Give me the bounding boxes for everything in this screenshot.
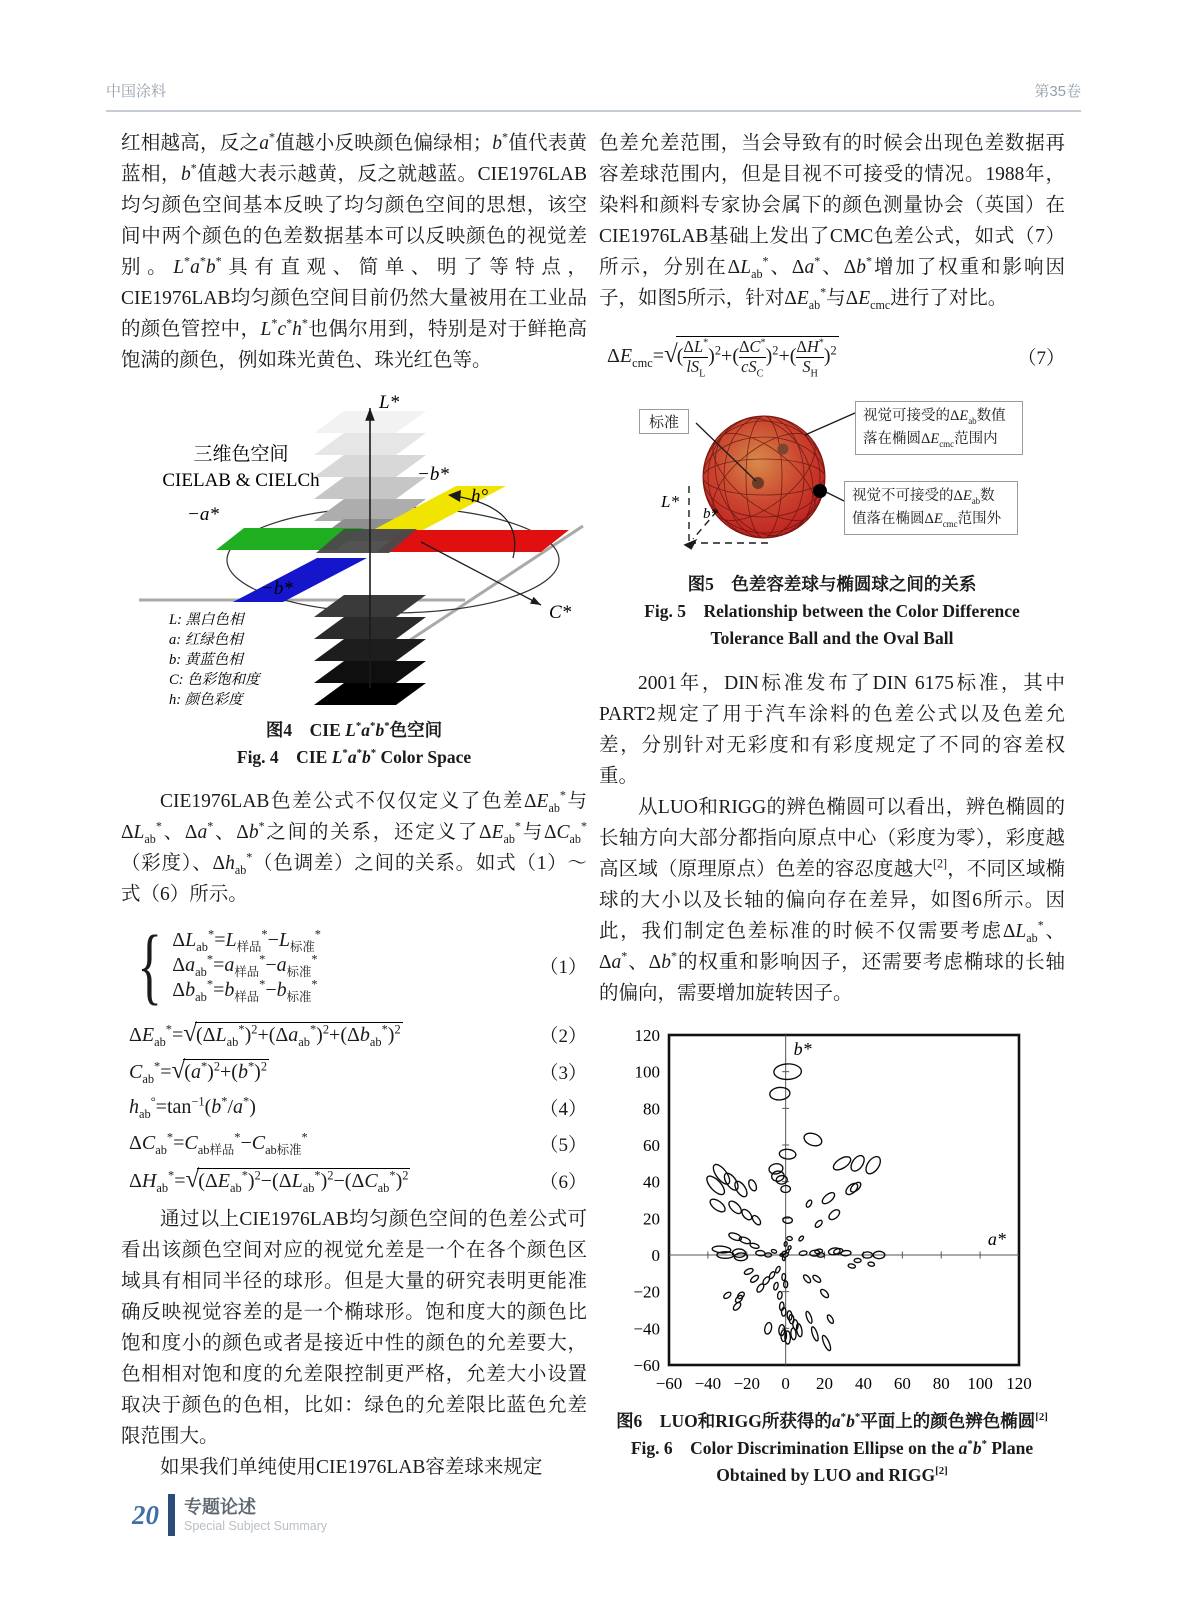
x-tick-label: 60: [893, 1373, 911, 1393]
discrimination-ellipse: [743, 1267, 753, 1275]
paragraph: 色差允差范围，当会导致有的时候会出现色差数据再容差球范围内，但是目视不可接受的情况。1988年，染料和颜料专家协会属下的颜色测量协会（英国）在CIE1976LAB基础上发出了CMC色差公式，如式（7）所示，分别在$\Delta L_{ab}^*$、Δa*、Δb*增加了权重和影响因子，如图5所示，针对$\Delta E_{ab}^*$与$\Delta E_{cmc}$进行了对比。: [599, 133, 1065, 312]
volume-label: 第35卷: [1034, 83, 1081, 100]
x-tick-label: 100: [967, 1373, 993, 1393]
fig5-caption-en1: Fig. 5 Relationship between the Color Difference: [644, 600, 1020, 621]
note2-line: [826, 492, 844, 501]
discrimination-ellipse: [751, 1214, 762, 1226]
discrimination-ellipse: [812, 1274, 822, 1284]
paragraph: 2001年，DIN标准发布了DIN 6175标准，其中PART2规定了用于汽车涂料的色差公式以及色差允差，分别针对无彩度和有彩度规定了不同的容差权重。: [599, 672, 1065, 787]
x-tick-label: −40: [694, 1373, 722, 1393]
footer-section-zh: 专题论述: [184, 1497, 256, 1517]
standard-label: 标准: [639, 409, 689, 434]
equation-1: { $\Delta L_{ab}^*=L_{样品}^*-L_{标准}^*$ $\Delta a_{ab}^*=a_{样品}^*-a_{标准}^*$ $\Delta b_{ab}^*=b_{样品}^*-b_{标准}^*$ （1）: [137, 917, 587, 1013]
discrimination-ellipse: [810, 1326, 819, 1342]
journal-name: 中国涂料: [106, 83, 167, 100]
discrimination-ellipse: [727, 1199, 744, 1216]
right-column: [599, 128, 1065, 1489]
paragraph: 从LUO和RIGG的辨色椭圆可以看出，辨色椭圆的长轴方向大部分都指向原点中心（彩度为零），彩度越高区域（原理原点）色差的容忍度越大[2]，不同区域椭球的大小以及长轴的偏向存在差异，如图6所示。因此，我们制定色差标准的时候不仅需要考虑$\Delta L_{ab}^*$、Δa*、Δb*的权重和影响因子，还需要考虑椭球的长轴的偏向，需要增加旋转因子。: [599, 796, 1065, 1004]
fig5-L-label: L*: [661, 491, 679, 511]
page-number: 20: [132, 1499, 159, 1530]
discrimination-ellipse: [844, 1181, 860, 1196]
equation-3: $C_{ab}^*=√(a^*)^2+(b^*)^2$ （3）: [129, 1057, 587, 1086]
discrimination-ellipse: [805, 1310, 813, 1323]
C-label: C*: [549, 602, 572, 623]
footer-section-en: Special Subject Summary: [184, 1519, 328, 1533]
L-axis-label: L*: [379, 392, 400, 413]
discrimination-ellipse: [799, 1250, 807, 1256]
discrimination-ellipse: [790, 1328, 796, 1340]
fig5-note-acceptable: 视觉可接受的$\Delta E_{ab}$数值 落在椭圆$\Delta E_{cmc}$范围内: [855, 401, 1023, 455]
fig6-xlabel: a*: [987, 1228, 1006, 1249]
discrimination-ellipse: [820, 1190, 836, 1205]
fig6-caption-zh: 图6 LUO和RIGG所获得的a*b*平面上的颜色辨色椭圆[2]: [616, 1410, 1048, 1431]
page-footer: [132, 1494, 327, 1536]
equation-6: $\Delta H_{ab}^*=√(\Delta E_{ab}^*)^2-(\Delta L_{ab}^*)^2-(\Delta C_{ab}^*)^2$ （6）: [129, 1166, 587, 1195]
discrimination-ellipse: [749, 1274, 759, 1284]
equation-7: $\Delta E_{cmc}=√$( $\frac{\Delta L^*}{lS_L}$ )$^2$+( $\frac{\Delta C^*}{cS_C}$ )$^2$+( $\frac{\Delta H^*}{S_H}$ )$^2$ （7）: [607, 337, 1065, 380]
discrimination-ellipse: [798, 1235, 804, 1242]
fig5-b-label: b*: [703, 505, 718, 522]
discrimination-ellipse: [805, 1199, 813, 1208]
figure4: [121, 390, 587, 771]
fig5-caption-zh: 图5 色差容差球与椭圆球之间的关系: [687, 573, 977, 594]
x-tick-label: 0: [781, 1373, 790, 1393]
fig4-title-zh: 三维色空间: [193, 444, 289, 465]
discrimination-ellipse: [841, 1250, 852, 1256]
fig6-ylabel: b*: [793, 1038, 812, 1059]
discrimination-ellipse: [849, 1180, 863, 1193]
discrimination-ellipse: [783, 1216, 793, 1223]
discrimination-ellipse: [868, 1261, 875, 1266]
x-tick-label: 20: [816, 1373, 834, 1393]
unacceptable-point: [813, 484, 827, 498]
fig4-title-en: CIELAB & CIELCh: [162, 470, 320, 491]
svg-text:C: 色彩饱和度: C: 色彩饱和度: [169, 672, 260, 688]
svg-text:h: 颜色彩度: h: 颜色彩度: [169, 692, 243, 708]
y-tick-label: 80: [643, 1099, 660, 1119]
equation-number: （7）: [1017, 347, 1065, 369]
plot-border: [669, 1035, 1019, 1365]
discrimination-ellipse: [826, 1314, 834, 1324]
y-tick-label: 40: [643, 1172, 660, 1192]
fig4-caption-zh: 图4 CIE L*a*b*色空间: [265, 720, 443, 740]
discrimination-ellipse: [777, 1291, 782, 1299]
figure5: [599, 391, 1065, 563]
left-column: [121, 128, 587, 1483]
discrimination-ellipse: [708, 1196, 727, 1214]
equation-number: （2）: [539, 1025, 587, 1047]
discrimination-ellipse: [848, 1263, 856, 1268]
discrimination-ellipse: [787, 1236, 793, 1241]
discrimination-ellipse: [732, 1301, 742, 1311]
x-tick-label: −60: [655, 1373, 683, 1393]
equation-number: （4）: [539, 1099, 587, 1120]
b-bottom-label: −b*: [261, 578, 293, 599]
y-tick-label: −40: [633, 1319, 660, 1339]
acceptable-point: [778, 443, 789, 454]
figure6: [599, 1025, 1065, 1489]
discrimination-ellipse: [756, 1282, 766, 1293]
discrimination-ellipse: [782, 1256, 785, 1260]
equation-number: （5）: [539, 1135, 587, 1156]
paragraph: 通过以上CIE1976LAB均匀颜色空间的色差公式可看出该颜色空间对应的视觉允差是一个在各个颜色区域具有相同半径的球形。但是大量的研究表明更能准确反映视觉容差的是一个椭球形。饱和度大的颜色比饱和度小的颜色或者是接近中性的颜色的允差要大，色相相对饱和度的允差限控制更严格，允差大小设置取决于颜色的色相，比如：绿色的允差限比蓝色允差限范围大。: [121, 1209, 587, 1447]
discrimination-ellipse: [773, 1282, 779, 1291]
discrimination-ellipse: [827, 1208, 841, 1222]
discrimination-ellipse: [819, 1288, 830, 1299]
y-tick-label: 0: [651, 1245, 660, 1265]
discrimination-ellipse: [848, 1153, 866, 1173]
discrimination-ellipse: [740, 1207, 754, 1221]
discrimination-ellipse: [779, 1148, 796, 1159]
svg-text:b: 黄蓝色相: b: 黄蓝色相: [169, 652, 243, 668]
discrimination-ellipse: [863, 1154, 883, 1176]
discrimination-ellipse: [782, 1273, 786, 1280]
discrimination-ellipse: [802, 1273, 812, 1283]
svg-text:L: 黑白色相: L: 黑白色相: [169, 612, 244, 628]
equation-number: （1）: [539, 956, 587, 978]
fig4-legend: [168, 611, 262, 708]
y-tick-label: 60: [643, 1135, 660, 1155]
discrimination-ellipse: [749, 1242, 759, 1249]
a-label: −a*: [187, 504, 219, 525]
fig6-caption-en1: Fig. 6 Color Discrimination Ellipse on the a*b* Plane: [630, 1437, 1034, 1458]
y-tick-label: 20: [643, 1209, 660, 1229]
y-tick-label: −20: [633, 1282, 660, 1302]
paragraph: 红相越高，反之a*值越小反映颜色偏绿相；b*值代表黄蓝相，b*值越大表示越黄，反之就越蓝。CIE1976LAB均匀颜色空间基本反映了均匀颜色空间的思想，该空间中两个颜色的色差数据基本可以反映颜色的视觉差别。L*a*b*具有直观、简单、明了等特点，CIE1976LAB均匀颜色空间目前仍然大量被用在工业品的颜色管控中，L*c*h*也偶尔用到，特别是对于鲜艳高饱满的颜色，例如珠光黄色、珠光红色等。: [121, 130, 587, 371]
discrimination-ellipse: [788, 1245, 792, 1250]
discrimination-ellipse: [723, 1291, 732, 1300]
discrimination-ellipse: [738, 1235, 751, 1244]
discrimination-ellipse: [768, 1162, 783, 1174]
fig5-caption-en2: Tolerance Ball and the Oval Ball: [710, 627, 954, 648]
discrimination-ellipse: [756, 1250, 766, 1256]
equation-number: （6）: [539, 1171, 587, 1193]
y-tick-label: −60: [633, 1355, 660, 1375]
discrimination-ellipse: [764, 1322, 773, 1335]
discrimination-ellipse: [747, 1178, 758, 1191]
x-tick-label: 120: [1006, 1373, 1032, 1393]
x-tick-label: 80: [932, 1373, 950, 1393]
page-header: [106, 80, 1081, 112]
equation-4: $h_{ab}^\circ=\tan^{-1}(b^*/a^*)$ （4）: [129, 1094, 587, 1121]
discrimination-ellipse: [732, 1179, 749, 1198]
discrimination-ellipse: [769, 1086, 790, 1100]
system-brace: {: [137, 917, 163, 1013]
discrimination-ellipse: [771, 1249, 777, 1254]
discrimination-ellipse: [802, 1131, 823, 1148]
paragraph: 如果我们单纯使用CIE1976LAB容差球来规定: [160, 1457, 543, 1478]
fig4-caption-en: Fig. 4 CIE L*a*b* Color Space: [236, 747, 472, 767]
discrimination-ellipse: [814, 1219, 823, 1228]
discrimination-ellipse: [831, 1154, 853, 1172]
y-tick-label: 100: [634, 1062, 660, 1082]
discrimination-ellipse: [775, 1265, 781, 1273]
x-tick-label: 40: [854, 1373, 872, 1393]
note1-line: [805, 413, 855, 435]
b-top-label: −b*: [417, 464, 449, 485]
fig6-caption-en2: Obtained by LUO and RIGG[2]: [716, 1464, 948, 1485]
equation-2: $\Delta E_{ab}^*=√(\Delta L_{ab}^*)^2+(\Delta a_{ab}^*)^2+(\Delta b_{ab}^*)^2$ （2）: [129, 1020, 587, 1049]
h-label: h°: [471, 486, 489, 507]
discrimination-ellipse: [854, 1258, 861, 1262]
discrimination-ellipse: [821, 1334, 832, 1351]
figure4-diagram: [121, 390, 587, 712]
svg-text:a: 红绿色相: a: 红绿色相: [169, 632, 243, 648]
footer-bar: [168, 1494, 175, 1536]
equation-5: $\Delta C_{ab}^*=C_{ab样品}^*-C_{ab标准}^*$ （5）: [129, 1130, 587, 1157]
equation-block: [121, 919, 587, 1194]
fig5-note-unacceptable: 视觉不可接受的$\Delta E_{ab}$数 值落在椭圆$\Delta E_{cmc}$范围外: [844, 481, 1018, 535]
y-tick-label: 120: [634, 1025, 660, 1045]
x-tick-label: −20: [733, 1373, 761, 1393]
fig6-plot: [599, 1025, 1065, 1403]
paragraph: CIE1976LAB色差公式不仅仅定义了色差$\Delta E_{ab}^*$与$\Delta L_{ab}^*$、Δa*、Δb*之间的关系，还定义了$\Delta E_{ab}^*$与$\Delta C_{ab}^*$（彩度）、$\Delta h_{ab}^*$（色调差）之间的关系。如式（1）～式（6）所示。: [121, 788, 587, 905]
equation-number: （3）: [539, 1062, 587, 1084]
